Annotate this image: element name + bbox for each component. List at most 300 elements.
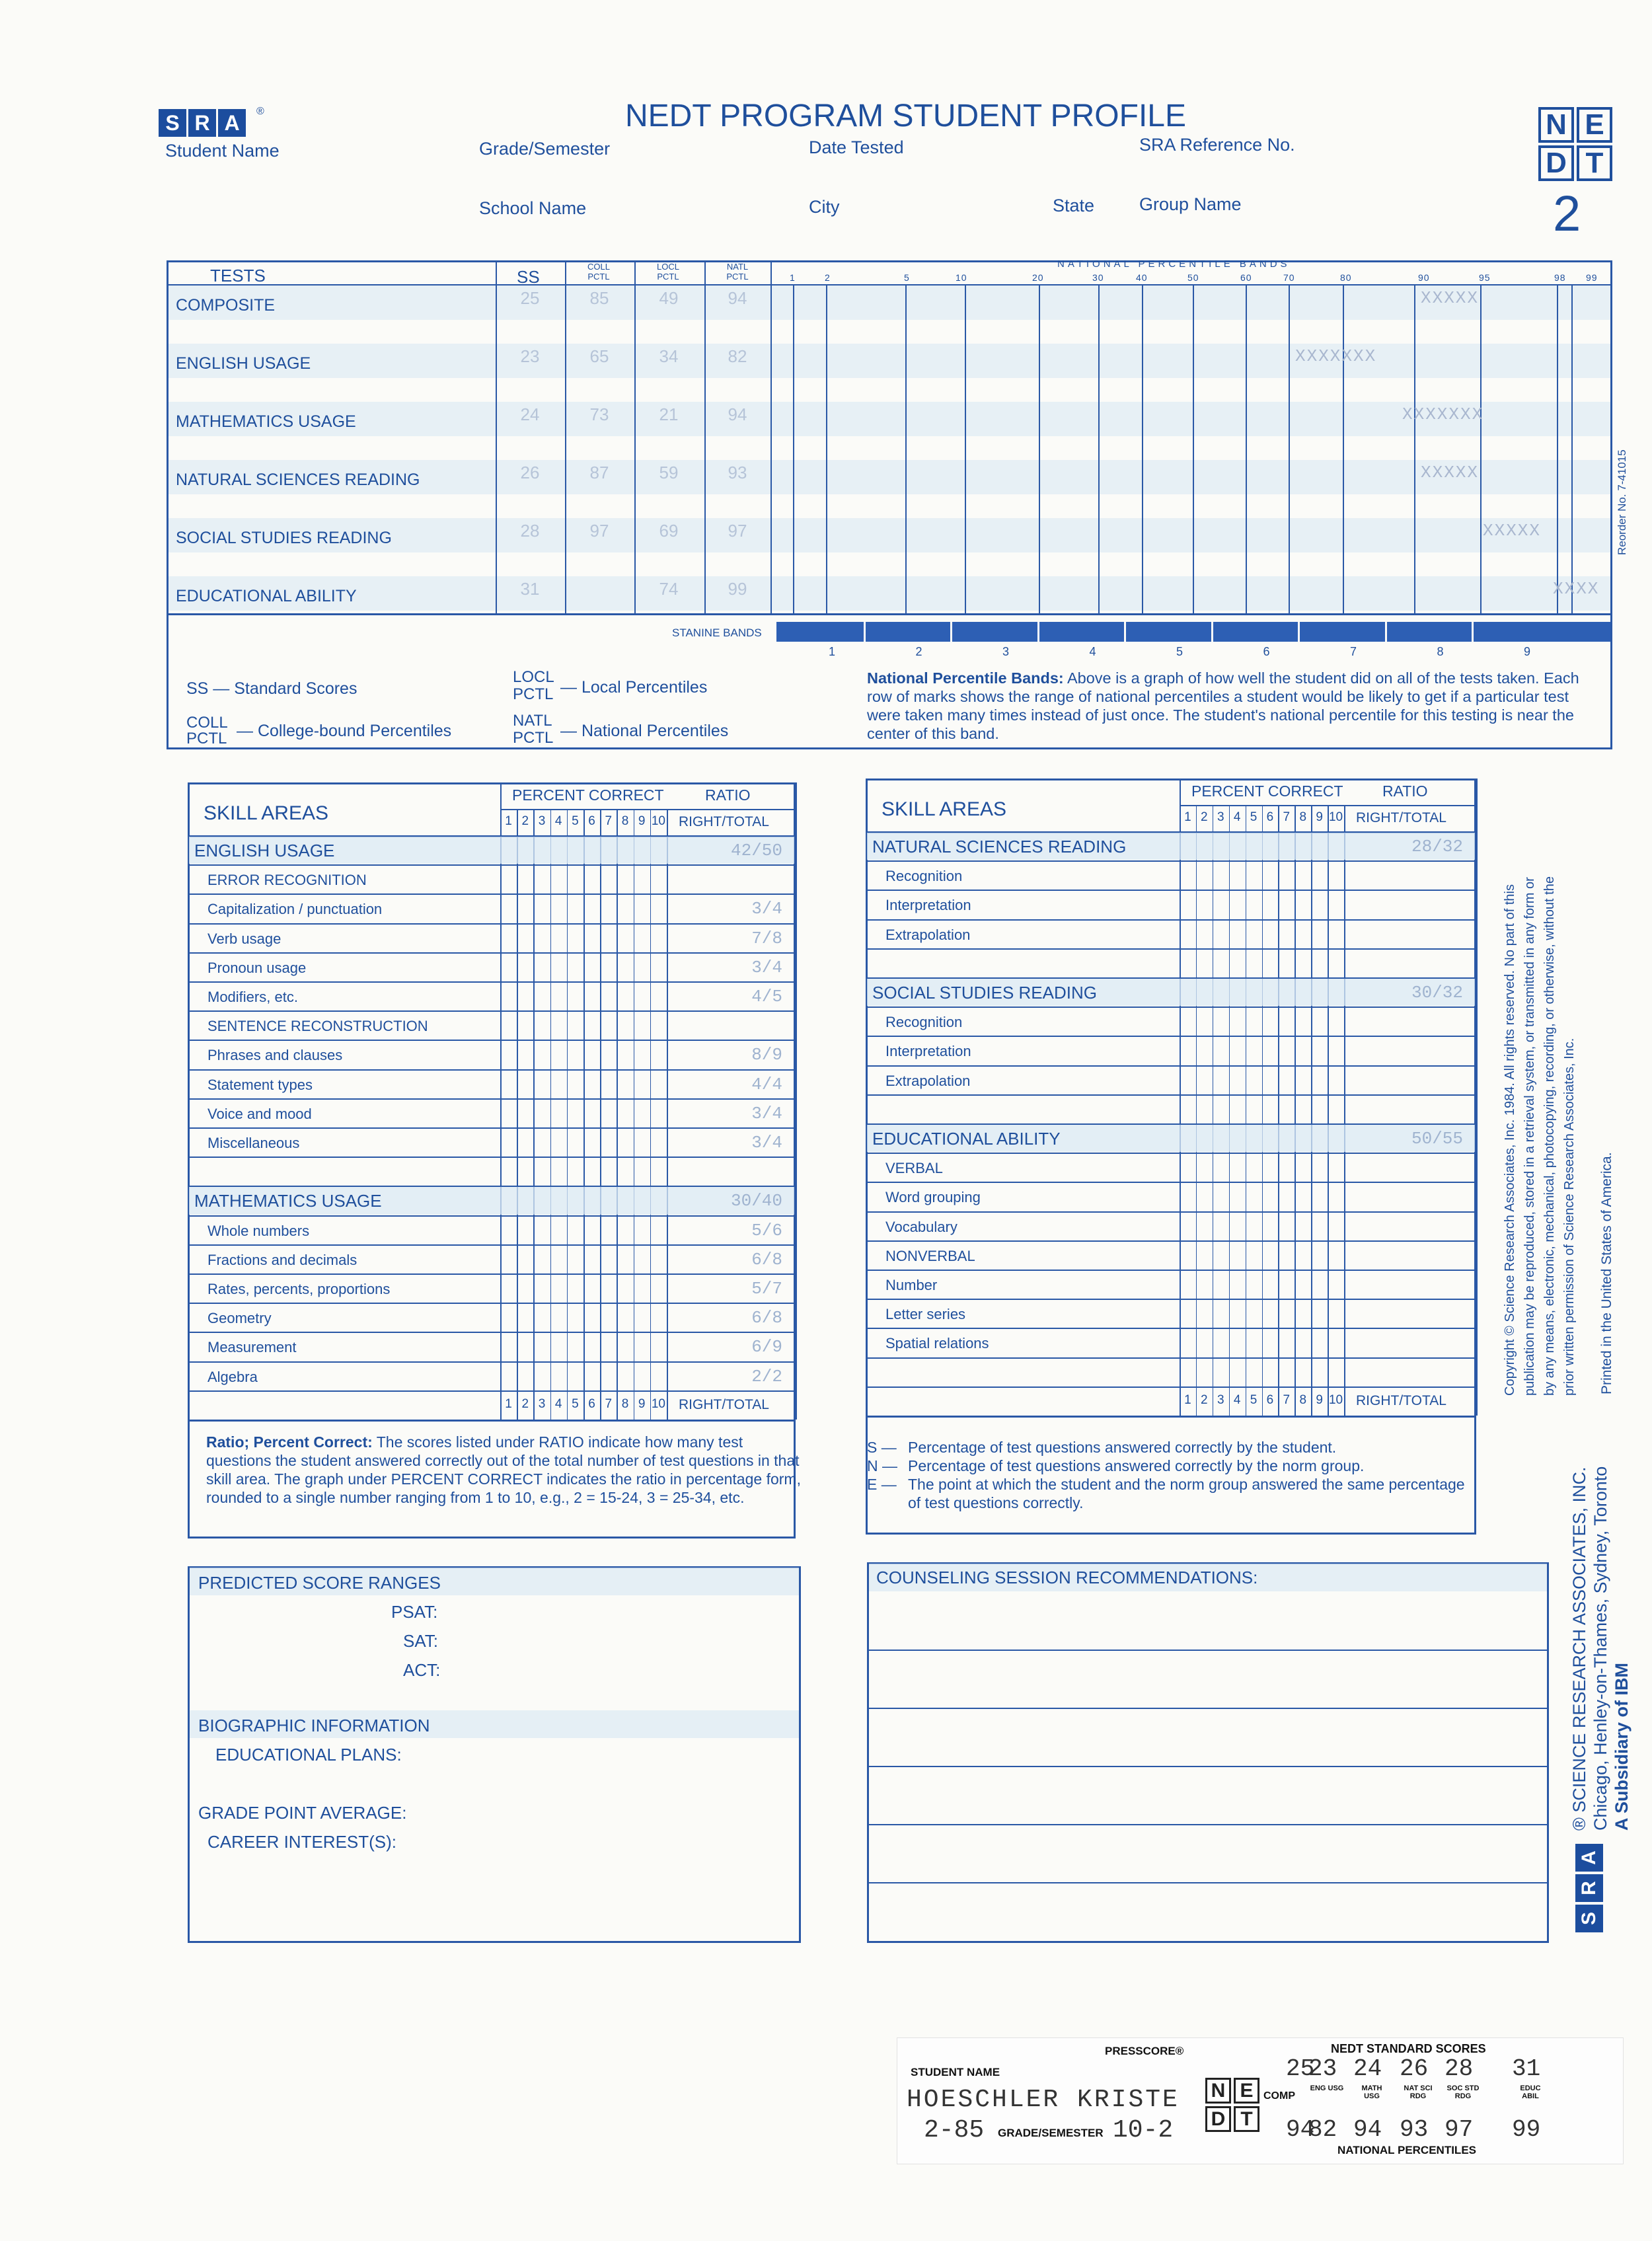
band-tick: 30 bbox=[1092, 272, 1104, 283]
label-col: COMP bbox=[1263, 2090, 1295, 2102]
band-tick: 99 bbox=[1586, 272, 1598, 283]
ratio-note: Ratio; Percent Correct: The scores listed under RATIO indicate how many test questions the student answered correctly out of the total number of test questions in that skill area. The graph under PERCENT CORRECT indicates the ratio in percentage form, rounded to a single number ranging from 1 to 10, e.g., 2 = 15-24, 3 = 25-34, etc. bbox=[206, 1433, 801, 1506]
note-text: The point at which the student and the norm group answered the same percentage of test questions correctly. bbox=[908, 1476, 1465, 1511]
skill-row: Voice and mood bbox=[207, 1105, 312, 1122]
label-col: SOC STD RDG bbox=[1446, 2084, 1480, 2100]
skill-ratio: 3/4 bbox=[751, 899, 782, 919]
skill-ratio: 30/32 bbox=[1411, 983, 1463, 1003]
stanine-divider bbox=[864, 622, 866, 642]
city-label: City bbox=[809, 197, 840, 217]
skill-row: Spatial relations bbox=[885, 1335, 989, 1352]
pct-num-bottom: 5 bbox=[1250, 1392, 1258, 1407]
stanine-number: 3 bbox=[1002, 645, 1010, 658]
psat-label: PSAT: bbox=[391, 1602, 438, 1622]
hline bbox=[866, 1153, 1476, 1154]
test-name: ENGLISH USAGE bbox=[176, 354, 311, 373]
test-ss: 24 bbox=[520, 404, 540, 424]
stanine-divider bbox=[1037, 622, 1039, 642]
skill-ratio: 28/32 bbox=[1411, 837, 1463, 856]
side-logo-r: R bbox=[1575, 1874, 1603, 1902]
hline bbox=[188, 1040, 796, 1041]
sra-logo-s: S bbox=[159, 109, 186, 137]
hline bbox=[188, 864, 796, 866]
label-natl-pct: NATIONAL PERCENTILES bbox=[1337, 2144, 1476, 2156]
skill-row: Fractions and decimals bbox=[207, 1251, 357, 1268]
hline bbox=[188, 1186, 796, 1187]
vline bbox=[1262, 805, 1263, 1416]
band-gridline bbox=[905, 284, 907, 613]
side-logo-a: A bbox=[1575, 1844, 1603, 1872]
skill-ratio: 6/9 bbox=[751, 1337, 782, 1357]
school-name-label: School Name bbox=[479, 198, 587, 218]
page-number: 2 bbox=[1553, 186, 1581, 242]
band-gridline bbox=[1289, 284, 1290, 613]
act-label: ACT: bbox=[403, 1660, 441, 1680]
label-date: 2-85 bbox=[924, 2116, 985, 2145]
test-coll: 65 bbox=[589, 346, 609, 366]
stanine-label: STANINE BANDS bbox=[672, 627, 762, 639]
ratio-header: RATIO bbox=[1382, 782, 1428, 800]
pct-num-bottom: 9 bbox=[1316, 1392, 1323, 1407]
pct-num-bottom: 10 bbox=[651, 1396, 665, 1411]
vline bbox=[583, 809, 585, 1420]
label-percentile: 94 bbox=[1286, 2116, 1315, 2143]
side-logo-s: S bbox=[1575, 1905, 1603, 1932]
test-name: COMPOSITE bbox=[176, 296, 276, 315]
hline bbox=[188, 1098, 796, 1100]
skill-row: Interpretation bbox=[885, 897, 971, 914]
skill-ratio: 3/4 bbox=[751, 957, 782, 977]
skill-row: Letter series bbox=[885, 1306, 966, 1323]
label-col: EDUC ABIL bbox=[1520, 2084, 1541, 2100]
skill-row: Verb usage bbox=[207, 930, 282, 947]
vline bbox=[796, 782, 797, 1420]
legend-npb: National Percentile Bands: Above is a graph of how well the student did on all of the tests taken. Each row of marks shows the range of national percentiles a student would be likely to get if a particular test were taken many times instead of just once. The student's national percentile for this testing is near the center of this band. bbox=[867, 669, 1579, 742]
skill-row: SOCIAL STUDIES READING bbox=[872, 983, 1097, 1003]
hline bbox=[866, 1416, 1476, 1418]
pct-num-bottom: 7 bbox=[605, 1396, 613, 1411]
pct-num-bottom: 10 bbox=[1328, 1392, 1343, 1407]
pct-num: 3 bbox=[1217, 810, 1224, 824]
vline bbox=[650, 809, 652, 1420]
presscore-label bbox=[897, 2038, 1623, 2164]
nedt-logo-d: D bbox=[1538, 145, 1574, 181]
skill-row: SENTENCE RECONSTRUCTION bbox=[207, 1018, 428, 1035]
vline bbox=[500, 782, 502, 1420]
sra-reference-label: SRA Reference No. bbox=[1139, 135, 1295, 155]
test-ss: 25 bbox=[520, 288, 540, 308]
test-ss: 28 bbox=[520, 521, 540, 541]
label-score: 23 bbox=[1308, 2055, 1337, 2082]
vline bbox=[667, 809, 668, 1420]
hline bbox=[188, 1215, 796, 1217]
page-title: NEDT PROGRAM STUDENT PROFILE bbox=[625, 98, 1186, 133]
test-coll: 85 bbox=[589, 288, 609, 308]
pct-num: 6 bbox=[1266, 810, 1274, 824]
skill-ratio: 6/8 bbox=[751, 1308, 782, 1328]
hline bbox=[188, 1069, 796, 1071]
band-tick: 50 bbox=[1187, 272, 1199, 283]
hline bbox=[866, 860, 1476, 862]
vline bbox=[1295, 805, 1296, 1416]
skill-row: Capitalization / punctuation bbox=[207, 901, 383, 918]
nedt-logo-n: N bbox=[1538, 107, 1574, 143]
skills-right-panel bbox=[866, 779, 1476, 1535]
stanine-divider bbox=[1385, 622, 1387, 642]
predicted-title: PREDICTED SCORE RANGES bbox=[198, 1573, 441, 1593]
sat-label: SAT: bbox=[403, 1631, 438, 1651]
skill-row: Algebra bbox=[207, 1368, 258, 1385]
band-gridline bbox=[1039, 284, 1040, 613]
hline bbox=[866, 1270, 1476, 1271]
skill-row: NATURAL SCIENCES READING bbox=[872, 837, 1127, 856]
skill-ratio: 6/8 bbox=[751, 1249, 782, 1270]
hline bbox=[188, 1244, 796, 1246]
pct-num-bottom: 1 bbox=[1184, 1392, 1191, 1407]
skills-title: SKILL AREAS bbox=[882, 798, 1006, 820]
pct-num: 10 bbox=[1328, 810, 1343, 824]
test-name: NATURAL SCIENCES READING bbox=[176, 471, 420, 489]
hline bbox=[866, 948, 1476, 950]
pct-num-bottom: 3 bbox=[1217, 1392, 1224, 1407]
band-tick: 40 bbox=[1136, 272, 1148, 283]
test-natl: 93 bbox=[728, 463, 747, 482]
legend-locl-abbr: LOCL PCTL bbox=[513, 668, 554, 703]
vline bbox=[1476, 779, 1478, 1416]
col-ss: SS bbox=[517, 267, 540, 287]
vline bbox=[1344, 805, 1345, 1416]
test-ss: 26 bbox=[520, 463, 540, 482]
band-tick: 70 bbox=[1283, 272, 1295, 283]
skill-row: Whole numbers bbox=[207, 1222, 310, 1239]
vline bbox=[600, 809, 601, 1420]
skill-row: Rates, percents, proportions bbox=[207, 1281, 391, 1297]
pct-num-bottom: 9 bbox=[638, 1396, 646, 1411]
skill-row: Word grouping bbox=[885, 1189, 981, 1206]
test-coll: 87 bbox=[589, 463, 609, 482]
hline bbox=[866, 1357, 1476, 1359]
label-nedt-logo: N E D T bbox=[1205, 2078, 1259, 2132]
skill-row: Geometry bbox=[207, 1310, 272, 1327]
pct-num: 5 bbox=[1250, 810, 1258, 824]
pct-num-bottom: 8 bbox=[1299, 1392, 1307, 1407]
band-gridline bbox=[1480, 284, 1482, 613]
hline bbox=[866, 1182, 1476, 1183]
nedt-scores-title: NEDT STANDARD SCORES bbox=[1331, 2042, 1486, 2055]
band-gridline bbox=[1571, 284, 1573, 613]
stanine-divider bbox=[1211, 622, 1213, 642]
pct-num-bottom: 6 bbox=[1266, 1392, 1274, 1407]
test-band-marks: XXXXX bbox=[1421, 288, 1480, 308]
label-percentile: 82 bbox=[1308, 2116, 1337, 2143]
legend-ss: SS — Standard Scores bbox=[186, 679, 357, 698]
pct-num-bottom: 4 bbox=[554, 1396, 562, 1411]
band-tick: 10 bbox=[956, 272, 967, 283]
date-tested-label: Date Tested bbox=[809, 137, 904, 157]
band-tick: 95 bbox=[1479, 272, 1491, 283]
skill-ratio: 3/4 bbox=[751, 1133, 782, 1153]
skill-row: Phrases and clauses bbox=[207, 1047, 343, 1064]
right-total-bottom: RIGHT/TOTAL bbox=[679, 1396, 769, 1412]
label-col: NAT SCI RDG bbox=[1404, 2084, 1433, 2100]
test-name: EDUCATIONAL ABILITY bbox=[176, 587, 357, 605]
label-col: ENG USG bbox=[1310, 2084, 1344, 2092]
test-natl: 99 bbox=[728, 579, 747, 599]
test-ss: 23 bbox=[520, 346, 540, 366]
skill-row: NONVERBAL bbox=[885, 1247, 975, 1264]
band-tick: 60 bbox=[1240, 272, 1252, 283]
pct-num: 8 bbox=[621, 814, 629, 828]
ratio-header: RATIO bbox=[705, 786, 751, 804]
hline bbox=[188, 981, 796, 983]
hline bbox=[188, 1157, 796, 1158]
bands-title: NATIONAL PERCENTILE BANDS bbox=[1057, 258, 1291, 270]
skill-row: ENGLISH USAGE bbox=[194, 841, 335, 860]
label-score: 31 bbox=[1512, 2055, 1541, 2082]
pct-num: 8 bbox=[1299, 810, 1307, 824]
test-coll: 97 bbox=[589, 521, 609, 541]
test-locl: 21 bbox=[659, 404, 679, 424]
test-locl: 49 bbox=[659, 288, 679, 308]
col-coll-pctl: COLL PCTL bbox=[587, 262, 610, 282]
sra-logo-r: R bbox=[188, 109, 216, 137]
band-gridline bbox=[1193, 284, 1194, 613]
legend-locl-text: — Local Percentiles bbox=[560, 678, 708, 697]
group-name-label: Group Name bbox=[1139, 194, 1242, 214]
pct-num-bottom: 6 bbox=[588, 1396, 595, 1411]
band-gridline bbox=[1142, 284, 1143, 613]
hline bbox=[188, 1390, 796, 1392]
band-tick: 2 bbox=[825, 272, 831, 283]
test-name: MATHEMATICS USAGE bbox=[176, 412, 356, 431]
test-band-marks: XXXXX bbox=[1421, 463, 1480, 482]
test-locl: 69 bbox=[659, 521, 679, 541]
vline bbox=[1213, 805, 1214, 1416]
skill-row: Recognition bbox=[885, 1014, 963, 1031]
label-score: 25 bbox=[1286, 2055, 1315, 2082]
note-text: Percentage of test questions answered correctly by the norm group. bbox=[908, 1457, 1365, 1474]
skill-row: Recognition bbox=[885, 868, 963, 885]
printed-in: Printed in the United States of America. bbox=[1599, 1152, 1614, 1394]
skill-row: Vocabulary bbox=[885, 1218, 957, 1235]
hline bbox=[866, 1386, 1476, 1388]
hline bbox=[866, 1094, 1476, 1096]
stanine-number: 6 bbox=[1263, 645, 1270, 658]
stanine-divider bbox=[1124, 622, 1126, 642]
vline bbox=[550, 809, 552, 1420]
vline bbox=[634, 809, 635, 1420]
band-tick: 98 bbox=[1554, 272, 1566, 283]
band-tick: 80 bbox=[1340, 272, 1352, 283]
band-gridline bbox=[1343, 284, 1344, 613]
pct-num: 4 bbox=[1233, 810, 1241, 824]
educational-plans-label: EDUCATIONAL PLANS: bbox=[215, 1745, 402, 1765]
stanine-divider bbox=[1298, 622, 1300, 642]
test-natl: 94 bbox=[728, 404, 747, 424]
vline bbox=[567, 809, 568, 1420]
pct-num: 2 bbox=[521, 814, 529, 828]
skill-ratio: 42/50 bbox=[730, 841, 782, 860]
legend-coll-abbr: COLL PCTL bbox=[186, 714, 228, 747]
pct-num-bottom: 2 bbox=[1201, 1392, 1208, 1407]
vline bbox=[1196, 805, 1197, 1416]
pct-num: 6 bbox=[588, 814, 595, 828]
hline bbox=[188, 1361, 796, 1363]
hline bbox=[188, 952, 796, 954]
label-percentile: 99 bbox=[1512, 2116, 1541, 2143]
hline bbox=[866, 1328, 1476, 1329]
hline bbox=[866, 1036, 1476, 1037]
hline bbox=[188, 1332, 796, 1333]
col-tests: TESTS bbox=[210, 266, 266, 285]
pct-num: 9 bbox=[1316, 810, 1323, 824]
stanine-number: 9 bbox=[1524, 645, 1531, 658]
test-band-marks: XXXXX bbox=[1483, 521, 1542, 541]
skill-row: Extrapolation bbox=[885, 1072, 971, 1089]
hline bbox=[866, 1299, 1476, 1300]
vline bbox=[1311, 805, 1312, 1416]
label-grade: 10-2 bbox=[1113, 2116, 1174, 2145]
skill-ratio: 50/55 bbox=[1411, 1129, 1463, 1149]
test-band-marks: XXXX bbox=[1553, 579, 1600, 599]
test-coll: 73 bbox=[589, 404, 609, 424]
nedt-logo bbox=[1538, 107, 1612, 181]
label-grade-lbl: GRADE/SEMESTER bbox=[998, 2127, 1104, 2139]
skill-ratio: 5/7 bbox=[751, 1279, 782, 1299]
hline bbox=[500, 809, 796, 810]
pct-num-bottom: 3 bbox=[538, 1396, 546, 1411]
skill-ratio: 7/8 bbox=[751, 928, 782, 948]
band-gridline bbox=[1098, 284, 1100, 613]
stanine-bar bbox=[776, 622, 1610, 642]
label-score: 24 bbox=[1353, 2055, 1382, 2082]
legend-natl-text: — National Percentiles bbox=[560, 722, 729, 740]
label-percentile: 93 bbox=[1400, 2116, 1429, 2143]
legend-coll-text: — College-bound Percentiles bbox=[237, 722, 452, 740]
test-natl: 97 bbox=[728, 521, 747, 541]
pct-num: 1 bbox=[1184, 810, 1191, 824]
skill-ratio: 2/2 bbox=[751, 1366, 782, 1386]
label-col: MATH USG bbox=[1361, 2084, 1382, 2100]
skill-ratio: 8/9 bbox=[751, 1045, 782, 1065]
stanine-number: 7 bbox=[1350, 645, 1357, 658]
counseling-panel bbox=[867, 1562, 1549, 1943]
hline bbox=[188, 1127, 796, 1129]
reorder-number: Reorder No. 7-41015 bbox=[1616, 449, 1628, 555]
company-block: ® SCIENCE RESEARCH ASSOCIATES, INC. Chicago, Henley-on-Thames, Sydney, Toronto A Subsidiary of IBM bbox=[1569, 1466, 1632, 1831]
skill-row: MATHEMATICS USAGE bbox=[194, 1191, 382, 1211]
note-key: N — bbox=[867, 1457, 897, 1474]
vline bbox=[517, 809, 518, 1420]
pct-num: 4 bbox=[554, 814, 562, 828]
bio-title: BIOGRAPHIC INFORMATION bbox=[198, 1716, 430, 1735]
test-natl: 94 bbox=[728, 288, 747, 308]
hline bbox=[188, 1273, 796, 1275]
vline bbox=[1246, 805, 1247, 1416]
note-key: S — bbox=[867, 1439, 897, 1456]
pct-num-bottom: 4 bbox=[1233, 1392, 1241, 1407]
sra-side-logo bbox=[1575, 1844, 1603, 1934]
label-percentile: 94 bbox=[1353, 2116, 1382, 2143]
sra-logo bbox=[159, 109, 246, 137]
nedt-logo-e: E bbox=[1577, 107, 1612, 143]
band-gridline bbox=[965, 284, 966, 613]
label-score: 28 bbox=[1445, 2055, 1474, 2082]
band-gridline bbox=[1414, 284, 1415, 613]
hline bbox=[866, 890, 1476, 891]
student-name-label: Student Name bbox=[165, 141, 280, 161]
skill-ratio: 4/4 bbox=[751, 1074, 782, 1094]
stanine-number: 2 bbox=[915, 645, 922, 658]
test-locl: 59 bbox=[659, 463, 679, 482]
skills-left-panel bbox=[188, 782, 796, 1538]
hline bbox=[866, 1065, 1476, 1067]
pct-num: 2 bbox=[1201, 810, 1208, 824]
skill-row: Statement types bbox=[207, 1076, 313, 1093]
hline bbox=[188, 893, 796, 895]
vline bbox=[1328, 805, 1329, 1416]
copyright: Copyright © Science Research Associates, Inc. 1984. All rights reserved. No part of this publication may be reproduced, stored in a retrieval system, or transmitted in any form or by any means, electronic, mechanical, photocopying, recording, or otherwise, without the prior written permission of Science Research Associates, Inc. bbox=[1503, 876, 1577, 1396]
pct-num-bottom: 1 bbox=[505, 1396, 512, 1411]
hline bbox=[188, 1303, 796, 1304]
counseling-title: COUNSELING SESSION RECOMMENDATIONS: bbox=[876, 1568, 1258, 1587]
skill-ratio: 5/6 bbox=[751, 1220, 782, 1240]
hline bbox=[866, 1211, 1476, 1213]
hline bbox=[866, 1007, 1476, 1008]
skill-row: Measurement bbox=[207, 1339, 297, 1356]
pct-num: 10 bbox=[651, 814, 665, 828]
stanine-divider bbox=[1472, 622, 1474, 642]
skills-title: SKILL AREAS bbox=[204, 802, 328, 824]
pct-num-bottom: 8 bbox=[621, 1396, 629, 1411]
stanine-number: 5 bbox=[1176, 645, 1183, 658]
pct-num-bottom: 7 bbox=[1283, 1392, 1291, 1407]
pct-num: 7 bbox=[1283, 810, 1291, 824]
pct-num: 5 bbox=[572, 814, 579, 828]
percent-correct-header: PERCENT CORRECT bbox=[512, 786, 664, 804]
pct-num-bottom: 2 bbox=[521, 1396, 529, 1411]
pct-num: 1 bbox=[505, 814, 512, 828]
legend-natl-abbr: NATL PCTL bbox=[513, 712, 554, 747]
skill-row: Extrapolation bbox=[885, 926, 971, 943]
career-label: CAREER INTEREST(S): bbox=[207, 1832, 397, 1852]
test-locl: 34 bbox=[659, 346, 679, 366]
vline bbox=[1180, 779, 1181, 1416]
skill-row: Interpretation bbox=[885, 1043, 971, 1060]
right-total-header: RIGHT/TOTAL bbox=[1356, 810, 1446, 825]
gpa-label: GRADE POINT AVERAGE: bbox=[198, 1803, 407, 1823]
col-locl-pctl: LOCL PCTL bbox=[657, 262, 679, 282]
percent-correct-header: PERCENT CORRECT bbox=[1191, 782, 1343, 800]
registered-mark: ® bbox=[256, 106, 264, 117]
test-natl: 82 bbox=[728, 346, 747, 366]
skill-row: Modifiers, etc. bbox=[207, 989, 298, 1005]
skill-row: EDUCATIONAL ABILITY bbox=[872, 1129, 1061, 1149]
vline bbox=[1229, 805, 1230, 1416]
pct-num: 9 bbox=[638, 814, 646, 828]
vline bbox=[1278, 805, 1279, 1416]
pct-num-bottom: 5 bbox=[572, 1396, 579, 1411]
note-text: Percentage of test questions answered correctly by the student. bbox=[908, 1439, 1337, 1456]
skill-row: Pronoun usage bbox=[207, 959, 307, 976]
sra-logo-a: A bbox=[218, 109, 246, 137]
test-name: SOCIAL STUDIES READING bbox=[176, 529, 392, 547]
label-percentile: 97 bbox=[1445, 2116, 1474, 2143]
hline bbox=[188, 1420, 796, 1422]
skill-row: Number bbox=[885, 1277, 938, 1293]
nedt-logo-t: T bbox=[1577, 145, 1612, 181]
test-band-marks: XXXXXXX bbox=[1295, 346, 1377, 366]
